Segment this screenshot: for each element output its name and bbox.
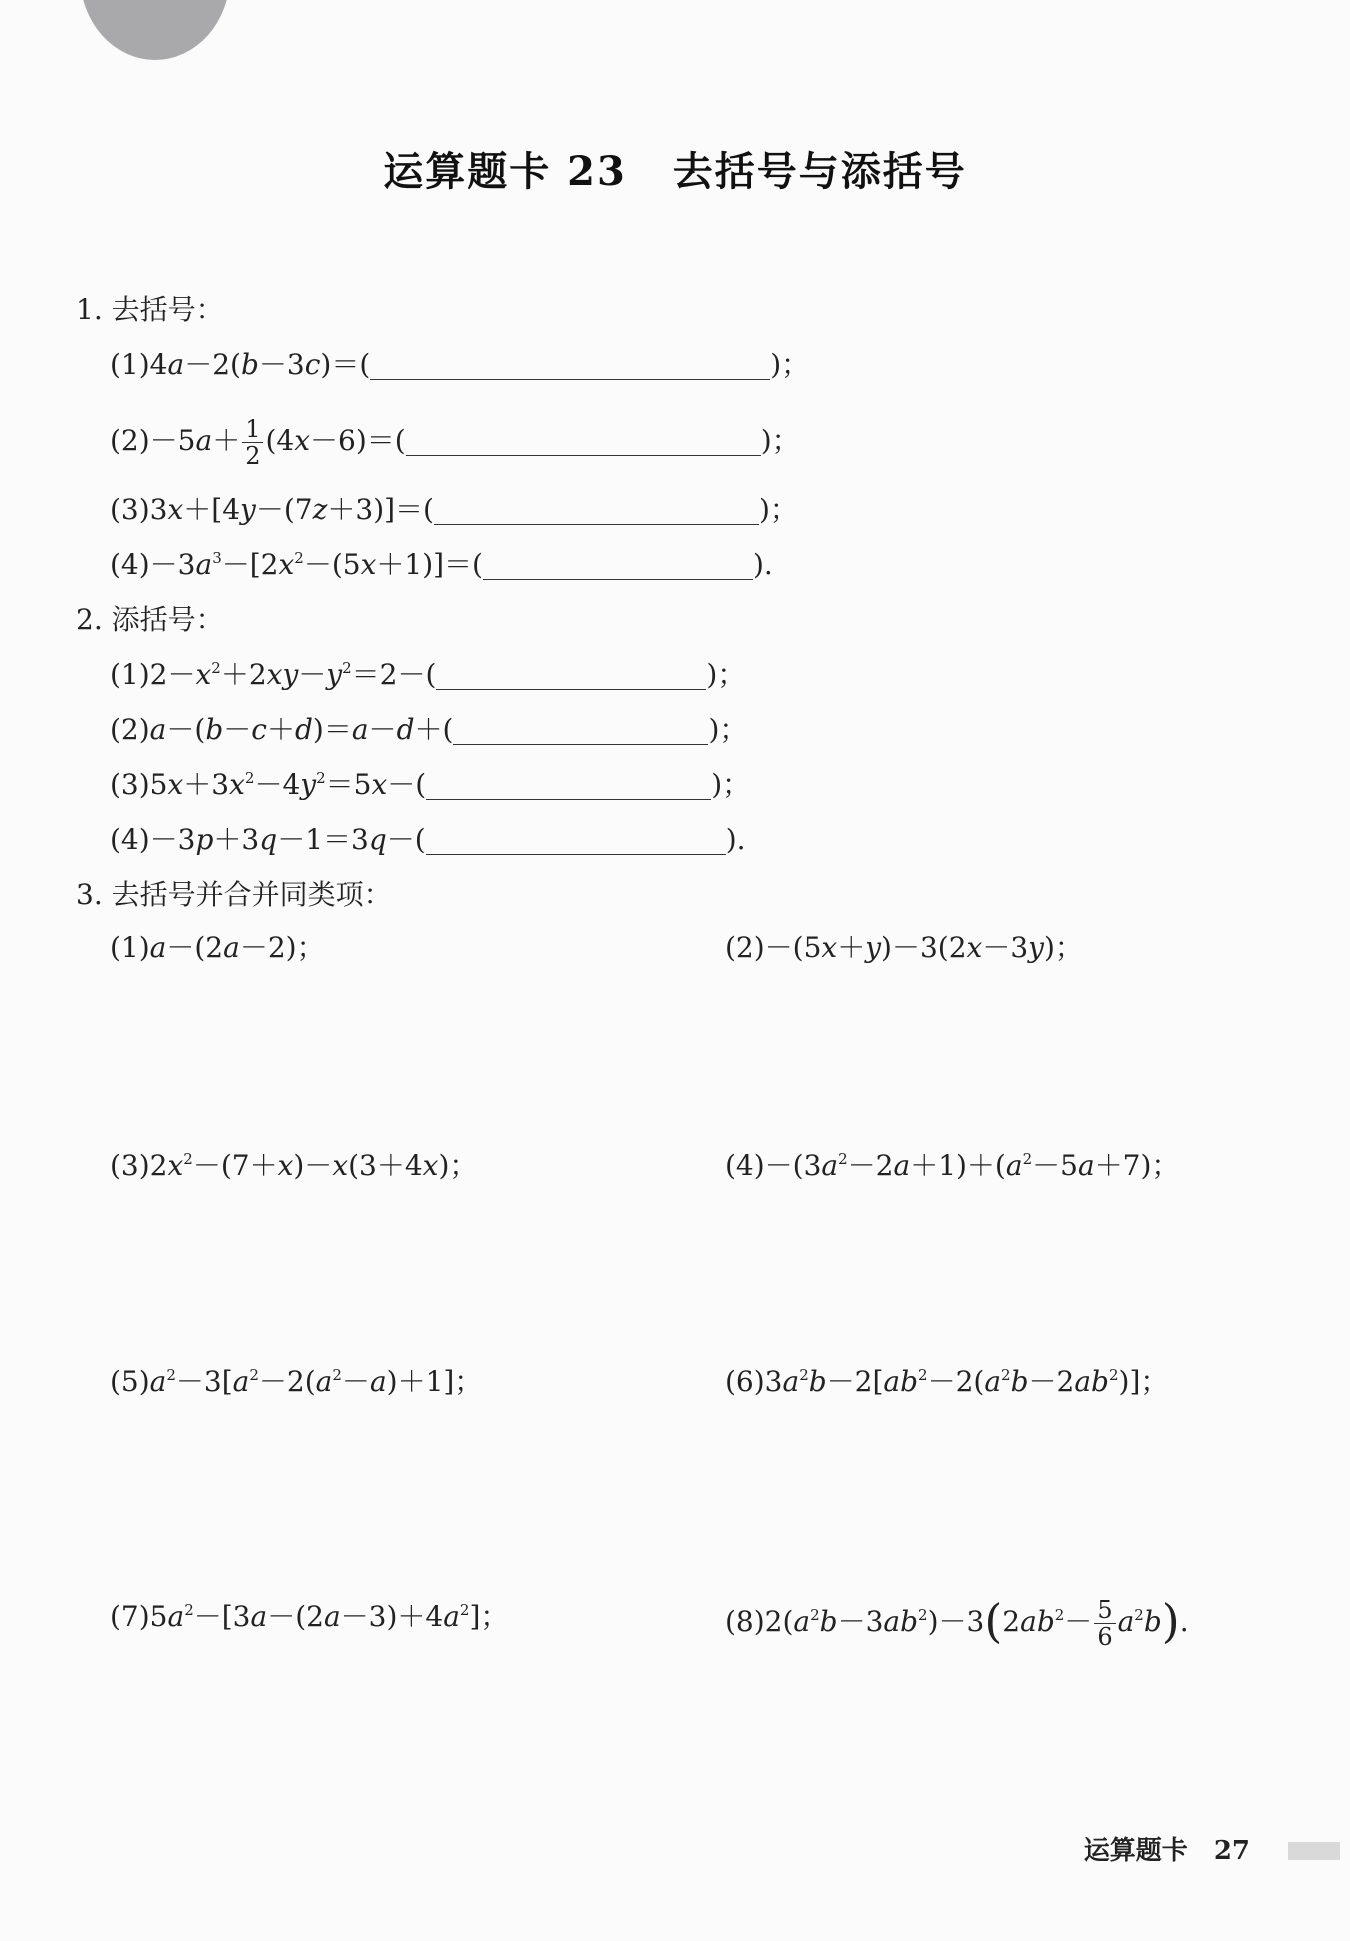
answer-blank[interactable]	[426, 773, 711, 800]
s3-problem-5: $(5)a^2-3[a^2-2(a^2-a)+1]$；	[110, 1365, 483, 1398]
answer-blank[interactable]	[370, 353, 770, 380]
s3-problem-7: $(7)5a^2-[3a-(2a-3)+4a^2]$；	[110, 1600, 509, 1633]
fraction-five-sixths: $\frac{5}{6}$	[1094, 1597, 1115, 1650]
s1-problem-2: (2)－5a＋ $\frac{1}{2}$ (4x－6)＝( )；	[110, 415, 800, 470]
s1-problem-1: (1)4a－2(b－3c)＝( )；	[110, 348, 810, 381]
answer-blank[interactable]	[453, 718, 708, 745]
page-title: 运算题卡 23 去括号与添括号	[383, 148, 967, 195]
s2-problem-1: $(1)2-x^2+2xy-y^2=2-$( )；	[110, 658, 746, 691]
section-1-heading: 1. 去括号：	[76, 293, 224, 326]
answer-blank[interactable]	[406, 429, 761, 456]
s3-problem-8: $(8)2(a^2b-3ab^2)-3(2ab^2-$ $\frac{5}{6}$ $a^2b$).	[725, 1594, 1189, 1651]
page-footer	[1084, 1830, 1250, 1867]
corner-decoration	[80, 0, 230, 60]
s3-problem-3: $(3)2x^2-(7+x)-x(3+4x)$；	[110, 1149, 478, 1182]
fraction-one-half: $\frac{1}{2}$	[242, 416, 263, 469]
section-2-heading: 2. 添括号：	[76, 603, 224, 636]
page-number: 27	[1213, 1836, 1250, 1866]
s3-problem-6: $(6)3a^2b-2[ab^2-2(a^2b-2ab^2)]$；	[725, 1365, 1169, 1398]
s3-problem-1: (1)a－(2a－2)；	[110, 931, 325, 964]
answer-blank[interactable]	[436, 663, 706, 690]
s1-problem-3: (3)3x＋[4y－(7z＋3)]＝( )；	[110, 493, 798, 526]
footer-decoration-bar	[1288, 1842, 1340, 1860]
s2-problem-3: $(3)5x+3x^2-4y^2=5x-$( )；	[110, 768, 751, 801]
answer-blank[interactable]	[426, 828, 726, 855]
s3-problem-4: $(4)-(3a^2-2a+1)+(a^2-5a+7)$；	[725, 1149, 1180, 1182]
section-3-heading: 3. 去括号并合并同类项：	[76, 878, 392, 911]
s2-problem-4: (4)－3p＋3q－1＝3q－( ).	[110, 823, 746, 856]
answer-blank[interactable]	[483, 553, 753, 580]
s2-problem-2: (2)a－(b－c＋d)＝a－d＋( )；	[110, 713, 748, 746]
footer-label: 运算题卡	[1083, 1836, 1188, 1866]
answer-blank[interactable]	[434, 498, 759, 525]
s1-problem-4: $(4)-3a^3-[2x^2-(5x+1)]=$( ).	[110, 548, 773, 581]
s3-problem-2: (2)－(5x＋y)－3(2x－3y)；	[725, 931, 1083, 964]
